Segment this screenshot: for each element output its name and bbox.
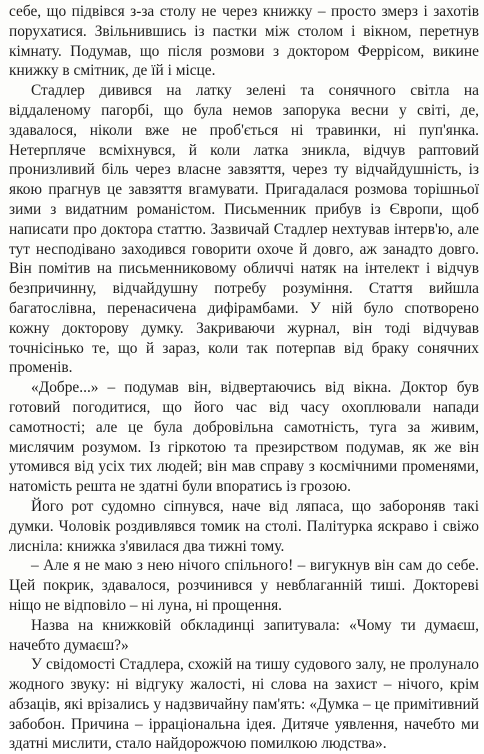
paragraph-6: Назва на книжковій обкладинці запитувала: «Чому ти думаєш, начебто думаєш?» xyxy=(9,616,479,654)
paragraph-7: У свідомості Стадлера, схожій на тишу судового залу, не пролунало жодного звуку: ні відгуку жалості, ні слова на захист – нічого, крім абзаців, які врізались у надзвичайну пам'ять: «Думка – це примітивний забобон. Причина – ірраціональна ідея. Дитяче уявлення, начебто ми здатні мислити, стало найдорожчою помилкою людства». xyxy=(9,656,479,753)
paragraph-3: «Добре...» – подумав він, відвертаючись від вікна. Доктор був готовий погодитися, що його час від часу охоплювали напади самотності; але це була добровільна самотність, туга за живим, мислячим розумом. Із гіркотою та презирством подумав, як же він утомився від усіх тих людей; він мав справу з космічними променями, натомість решта не здатні були впоратись із грозою. xyxy=(9,379,479,496)
paragraph-2: Стадлер дивився на латку зелені та сонячного світла на віддаленому пагорбі, що була немов запорука весни у світі, де, здавалося, ніколи вже не проб'ється ні травинки, ні пуп'янка. Нетерпляче всміхнувся, й коли латка зникла, відчув раптовий пронизливий біль через власне завзяття, через ту відчайдушність, із якою прагнув це завзяття вгамувати. Пригадалася розмова торішньої зими з видатним романістом. Письменник прибув із Європи, щоб написати про доктора статтю. Зазвичай Стадлер нехтував інтерв'ю, але тут несподівано заходився говорити охоче й довго, аж занадто довго. Він помітив на письменниковому обличчі натяк на інтелект і відчув безпричинну, відчайдушну потребу розуміння. Стаття вийшла багатослівна, перенасичена дифірамбами. У ній було спотворено кожну докторову думку. Закриваючи журнал, він тоді відчував точнісінько те, що й зараз, коли так потерпав від браку сонячних променів. xyxy=(9,82,479,377)
paragraph-4: Його рот судомно сіпнувся, наче від ляпаса, що забороняв такі думки. Чоловік роздивлявся томик на столі. Палітурка яскраво і свіжо лисніла: книжка з'явилася два тижні тому. xyxy=(9,497,479,555)
paragraph-5: – Але я не маю з нею нічого спільного! – вигукнув він сам до себе. Цей покрик, здавалося, розчинився у невблаганній тиші. Доктореві ніщо не відповіло – ні луна, ні прощення. xyxy=(9,557,479,614)
paragraph-1: себе, що підвівся з-за столу не через книжку – просто змерз і захотів порухатися. Звільнившись із пастки між столом і вікном, перетнув кімнату. Подумав, що після розмови з доктором Феррісом, викине книжку в смітник, де їй і місце. xyxy=(9,3,479,80)
page-text xyxy=(9,2,479,754)
